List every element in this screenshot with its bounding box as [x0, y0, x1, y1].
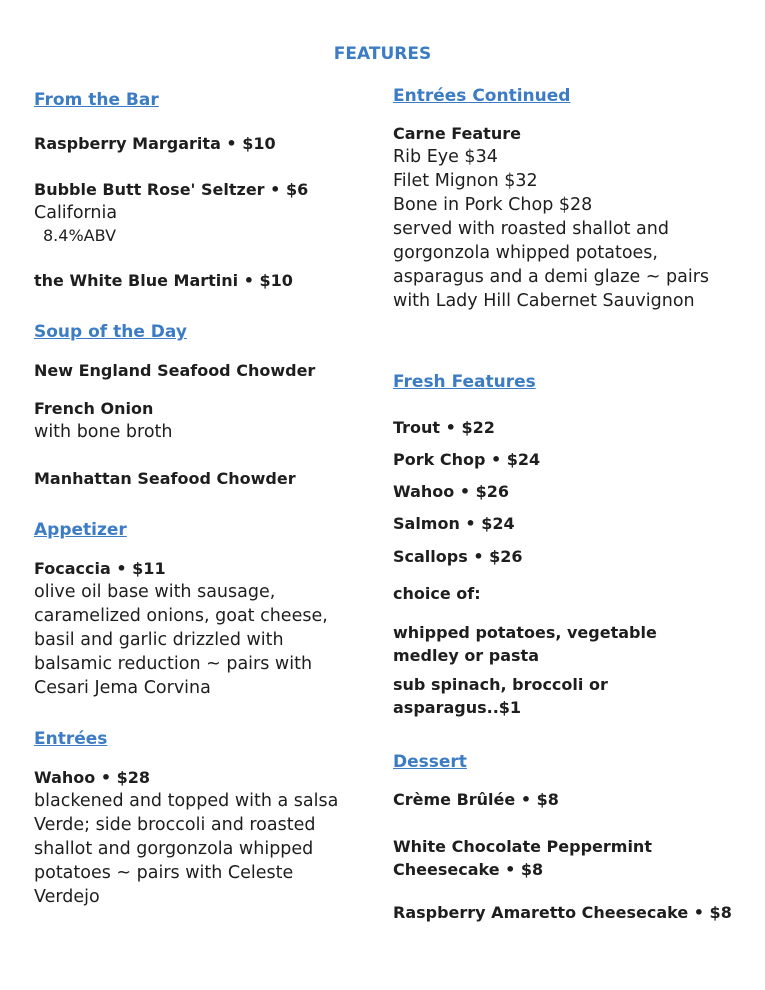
item-title: Trout • $22	[393, 418, 495, 437]
item-title: Raspberry Amaretto Cheesecake • $8	[393, 903, 732, 922]
item-description: California	[34, 203, 118, 223]
item-title: Raspberry Margarita • $10	[34, 134, 276, 153]
item-title: Wahoo • $26	[393, 482, 510, 501]
section-heading-dessert: Dessert	[393, 752, 467, 772]
item-description: 8.4%ABV	[43, 226, 117, 245]
section-heading-soup-of-the-day: Soup of the Day	[34, 322, 187, 342]
menu-item	[34, 767, 344, 909]
menu-item	[393, 902, 732, 924]
menu-item	[34, 398, 173, 444]
item-title: the White Blue Martini • $10	[34, 271, 293, 290]
menu-item	[393, 417, 495, 439]
item-description: served with roasted shallot and gorgonzola whipped potatoes, asparagus and a demi glaze ~ pairs with Lady Hill Cabernet Sauvignon	[393, 219, 710, 311]
menu-item	[34, 468, 296, 490]
item-description: blackened and topped with a salsa Verde; side broccoli and roasted shallot and gorgonzola whipped potatoes ~ pairs with Celeste Verdejo	[34, 791, 339, 907]
section-heading-appetizer: Appetizer	[34, 520, 127, 540]
choice-label-text: choice of:	[393, 584, 481, 603]
menu-item	[34, 558, 364, 700]
section-heading-entrees-continued: Entrées Continued	[393, 86, 571, 106]
section-heading-fresh-features: Fresh Features	[393, 372, 536, 392]
item-description: Rib Eye $34	[393, 147, 498, 167]
section-heading-from-the-bar: From the Bar	[34, 90, 159, 110]
menu-item	[34, 133, 276, 155]
item-description: olive oil base with sausage, caramelized onions, goat cheese, basil and garlic drizzled with balsamic reduction ~ pairs with Cesari Jema Corvina	[34, 582, 328, 698]
item-title: Salmon • $24	[393, 514, 515, 533]
item-title: Pork Chop • $24	[393, 450, 541, 469]
item-title: French Onion	[34, 399, 154, 418]
item-title: White Chocolate Peppermint Cheesecake • $8	[393, 837, 652, 879]
item-title: Carne Feature	[393, 124, 521, 143]
menu-item	[393, 449, 540, 471]
menu-item	[393, 481, 509, 503]
item-description: with bone broth	[34, 422, 173, 442]
item-description: Filet Mignon $32	[393, 171, 538, 191]
item-title: Crème Brûlée • $8	[393, 790, 559, 809]
section-heading-entrees: Entrées	[34, 729, 108, 749]
item-title: Focaccia • $11	[34, 559, 166, 578]
menu-item	[393, 789, 559, 811]
item-title: Wahoo • $28	[34, 768, 151, 787]
menu-item	[393, 546, 523, 568]
item-title: Scallops • $26	[393, 547, 523, 566]
menu-item	[393, 123, 723, 313]
choice-text: whipped potatoes, vegetable medley or pasta	[393, 623, 657, 665]
item-title: Bubble Butt Rose' Seltzer • $6	[34, 180, 309, 199]
item-title: New England Seafood Chowder	[34, 361, 316, 380]
menu-item	[34, 179, 308, 247]
page-title: FEATURES	[333, 44, 432, 64]
substitution-text: sub spinach, broccoli or asparagus..$1	[393, 675, 608, 717]
choice-label	[393, 583, 481, 605]
item-title: Manhattan Seafood Chowder	[34, 469, 296, 488]
menu-item	[34, 270, 293, 292]
menu-item	[393, 513, 515, 535]
menu-item	[34, 360, 315, 382]
item-description: Bone in Pork Chop $28	[393, 195, 593, 215]
menu-item	[393, 835, 653, 881]
